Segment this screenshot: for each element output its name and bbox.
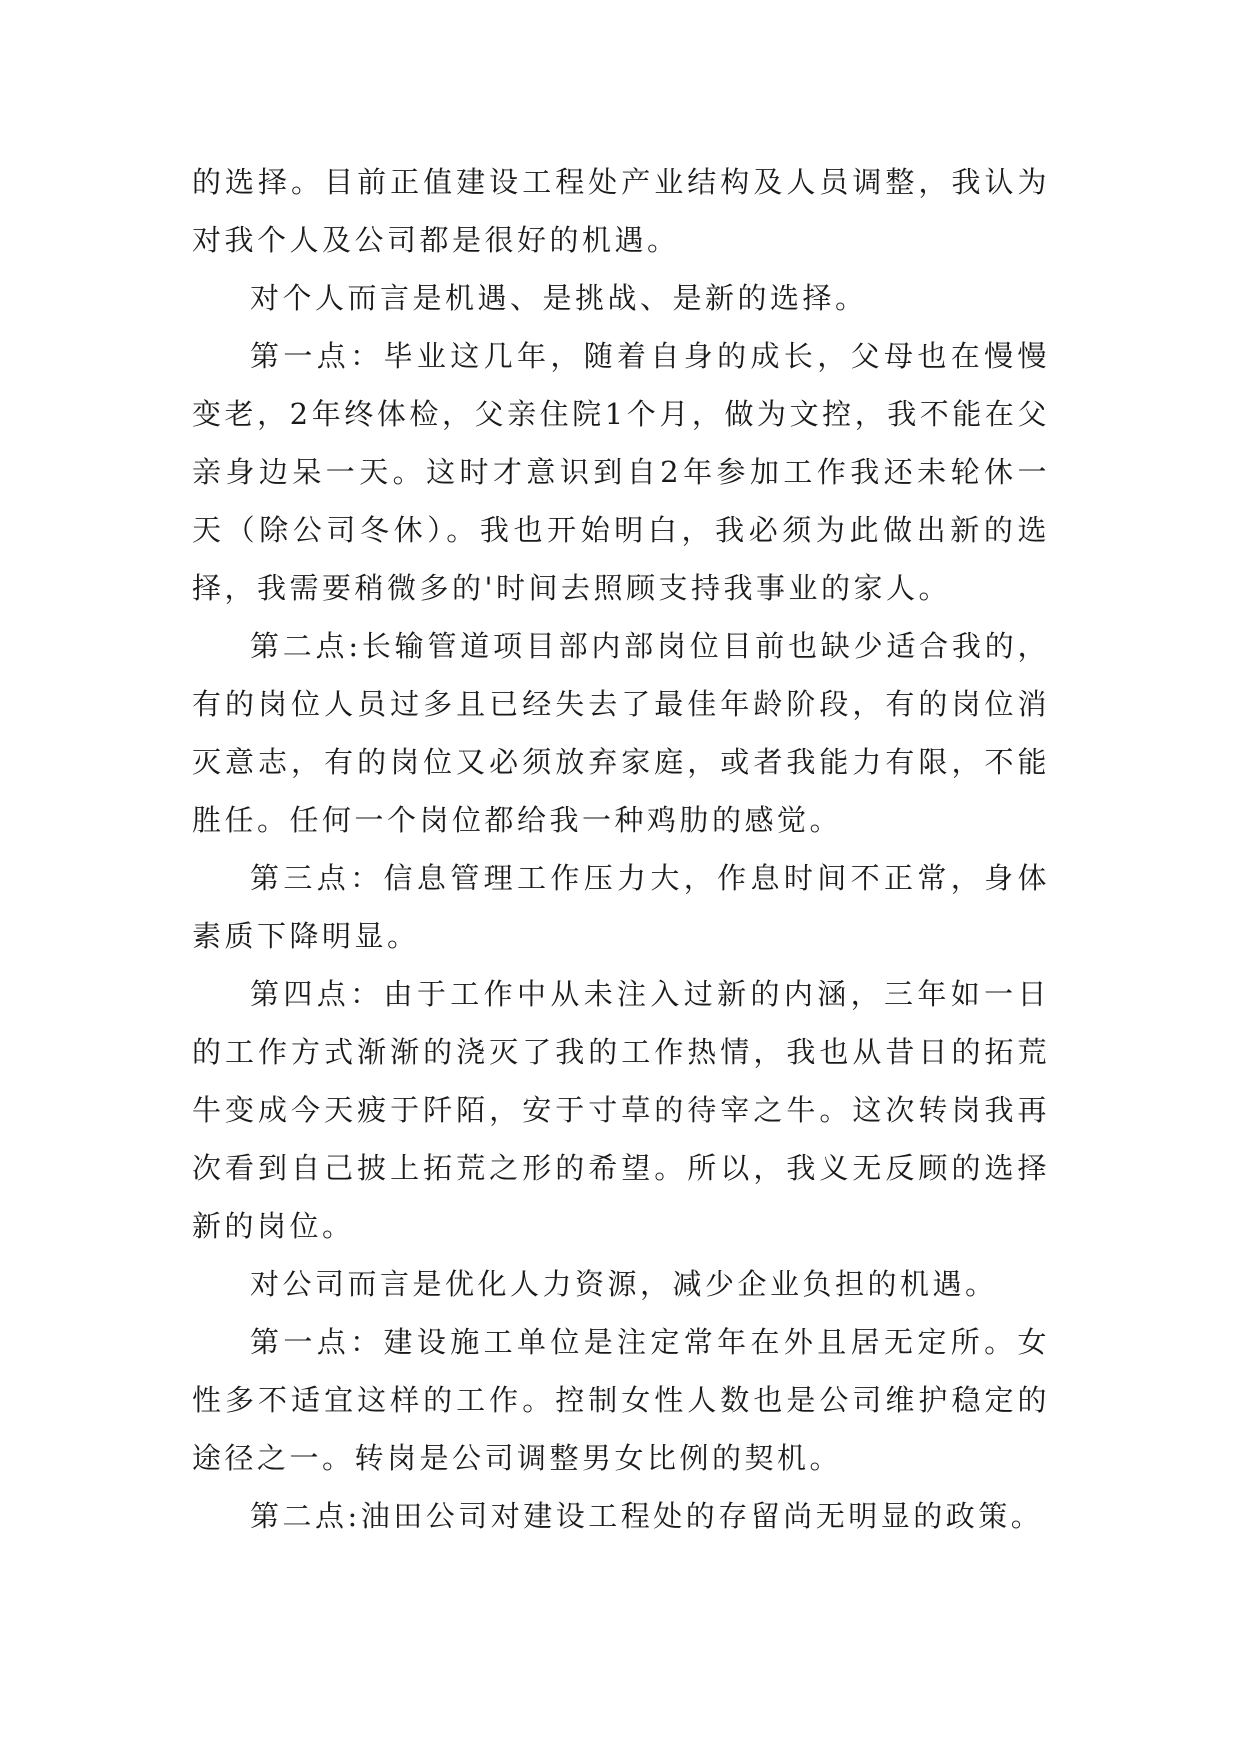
paragraph-personal-point-1: 第一点：毕业这几年，随着自身的成长，父母也在慢慢变老，2年终体检，父亲住院1个月，做为文控，我不能在父亲身边呆一天。这时才意识到自2年参加工作我还未轮休一天（除公司冬休）。我也开始明白，我必须为此做出新的选择，我需要稍微多的'时间去照顾支持我事业的家人。	[192, 339, 1050, 605]
paragraph-personal-point-4: 第四点：由于工作中从未注入过新的内涵，三年如一日的工作方式渐渐的浇灭了我的工作热情，我也从昔日的拓荒牛变成今天疲于阡陌，安于寸草的待宰之牛。这次转岗我再次看到自己披上拓荒之形的希望。所以，我义无反顾的选择新的岗位。	[192, 977, 1050, 1243]
paragraph-company-intro: 对公司而言是优化人力资源，减少企业负担的机遇。	[250, 1267, 998, 1301]
paragraph-continuation: 的选择。目前正值建设工程处产业结构及人员调整，我认为对我个人及公司都是很好的机遇。	[192, 165, 1050, 257]
paragraph-company-point-2: 第二点:油田公司对建设工程处的存留尚无明显的政策。	[250, 1499, 1044, 1533]
paragraph-personal-point-2: 第二点:长输管道项目部内部岗位目前也缺少适合我的，有的岗位人员过多且已经失去了最佳年龄阶段，有的岗位消灭意志，有的岗位又必须放弃家庭，或者我能力有限，不能胜任。任何一个岗位都给我一种鸡肋的感觉。	[192, 629, 1050, 837]
paragraph-personal-point-3: 第三点：信息管理工作压力大，作息时间不正常，身体素质下降明显。	[192, 861, 1050, 953]
document-body	[192, 153, 1050, 1545]
paragraph-company-point-1: 第一点：建设施工单位是注定常年在外且居无定所。女性多不适宜这样的工作。控制女性人数也是公司维护稳定的途径之一。转岗是公司调整男女比例的契机。	[192, 1325, 1050, 1475]
paragraph-personal-intro: 对个人而言是机遇、是挑战、是新的选择。	[250, 281, 868, 315]
